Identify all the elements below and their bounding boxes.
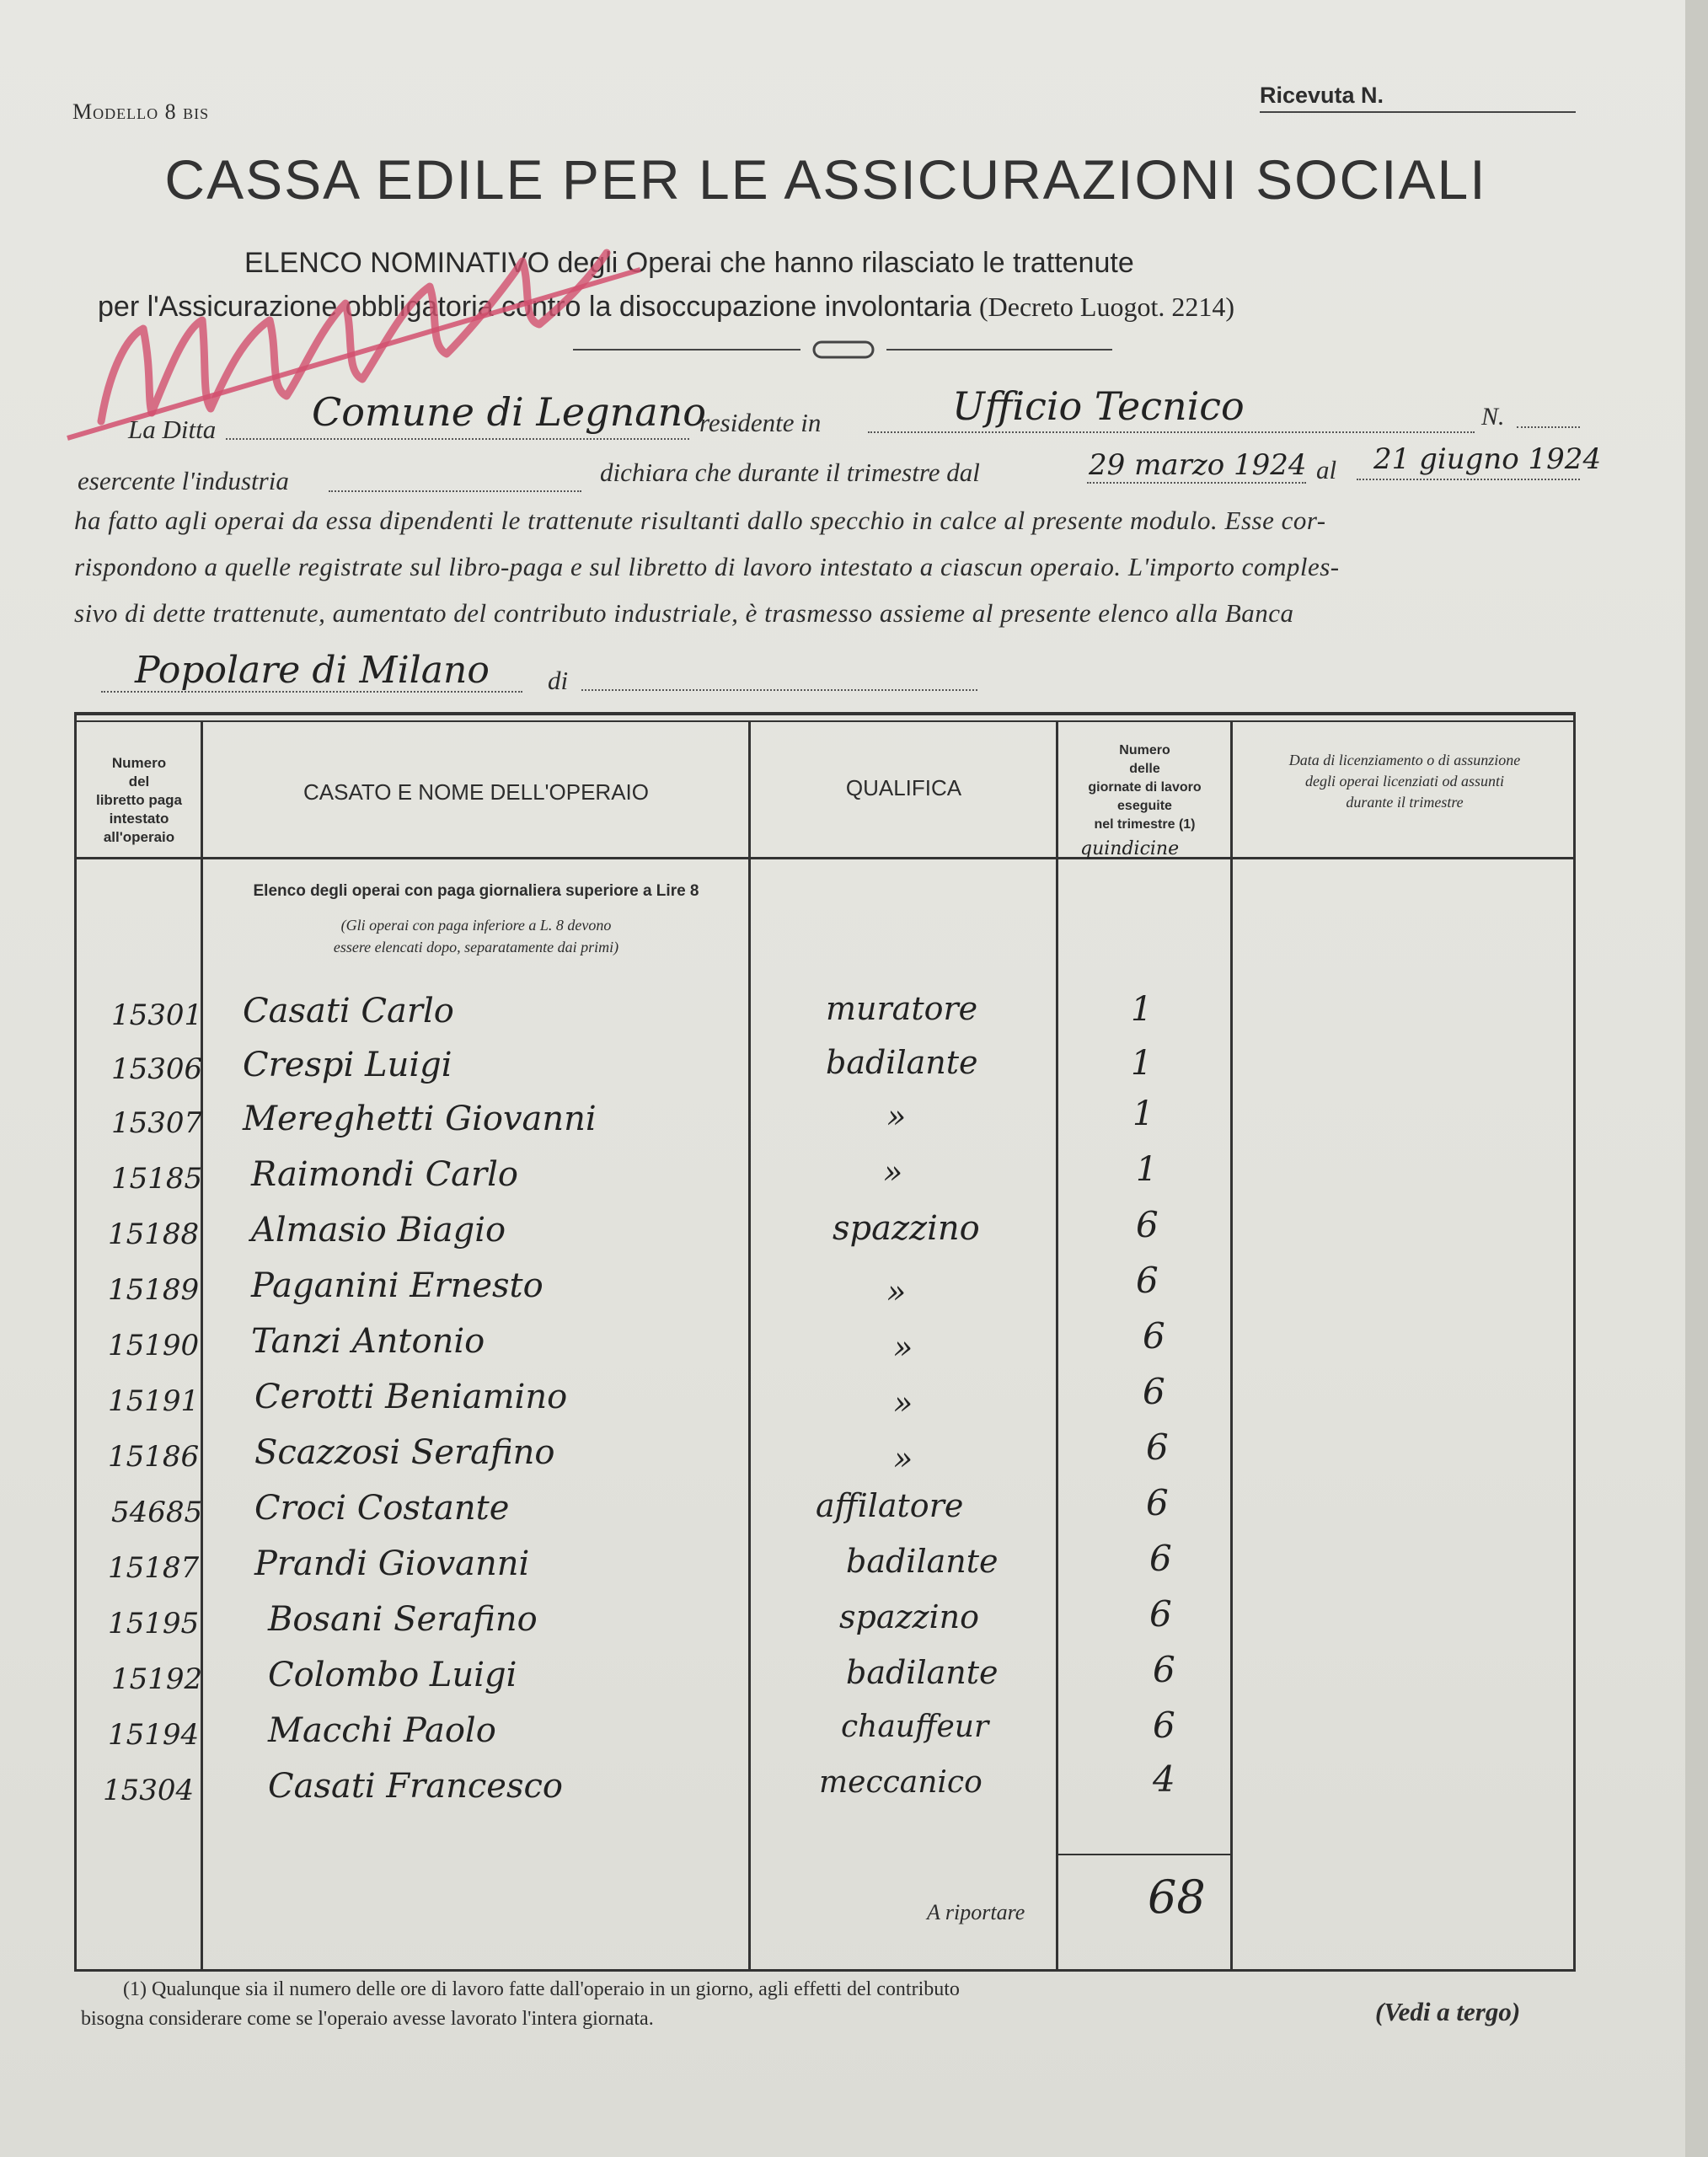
row-days: 6: [1136, 1260, 1159, 1301]
table-row: [78, 1044, 1230, 1098]
row-num: 15191: [108, 1384, 200, 1418]
subtitle-line1: ELENCO NOMINATIVO degli Operai che hanno rilasciato le trattenute: [244, 247, 1134, 279]
header-num-line: Numero: [111, 755, 167, 771]
row-days: 6: [1146, 1426, 1169, 1468]
header-num-line: del: [128, 773, 150, 789]
row-name: Colombo Luigi: [268, 1656, 517, 1694]
row-num: 15188: [108, 1218, 200, 1251]
row-days: 4: [1153, 1758, 1175, 1800]
section-title: Elenco degli operai con paga giornaliera superiore a Lire 8: [253, 882, 699, 900]
residente-field: [868, 430, 1475, 433]
header-num-line: all'operaio: [103, 829, 175, 845]
row-num: 54685: [111, 1496, 203, 1529]
table-row: [78, 1260, 1230, 1320]
row-days: 1: [1136, 1150, 1158, 1189]
table-row: [78, 1315, 1230, 1376]
row-qualifica: affilatore: [816, 1487, 964, 1524]
document-title: CASSA EDILE PER LE ASSICURAZIONI SOCIALI: [164, 148, 1487, 211]
row-num: 15189: [108, 1273, 200, 1307]
ditta-value: Comune di Legnano: [312, 389, 706, 435]
declaration-body-line1: ha fatto agli operai da essa dipendenti le trattenute risultanti dallo specchio in calce al presente modulo. Esse cor-: [74, 506, 1326, 535]
row-qualifica: meccanico: [819, 1765, 983, 1800]
row-num: 15192: [111, 1662, 203, 1696]
total-box-rule: [1056, 1854, 1233, 1855]
table-row: [78, 1204, 1230, 1265]
row-qualifica: »: [893, 1440, 913, 1477]
row-num: 15190: [108, 1329, 200, 1362]
n-label: N.: [1481, 403, 1505, 431]
header-days-line: delle: [1129, 762, 1160, 776]
row-days: 6: [1153, 1705, 1175, 1746]
table-row: [78, 1150, 1230, 1209]
header-date-line: Data di licenziamento o di assunzione: [1288, 752, 1521, 768]
table-row: [78, 1371, 1230, 1432]
carry-total: 68: [1148, 1871, 1206, 1924]
row-name: Almasio Biagio: [251, 1211, 506, 1250]
row-name: Bosani Serafino: [268, 1600, 538, 1639]
row-name: Cerotti Beniamino: [254, 1378, 568, 1416]
row-days: 1: [1131, 1044, 1153, 1083]
col-divider-4: [1230, 720, 1233, 1972]
row-num: 15304: [103, 1774, 195, 1807]
row-qualifica: »: [893, 1384, 913, 1421]
table-header-rule: [74, 857, 1576, 859]
row-name: Tanzi Antonio: [251, 1322, 485, 1361]
n-field: [1517, 425, 1580, 428]
row-qualifica: badilante: [826, 1044, 978, 1081]
ditta-label: La Ditta: [128, 415, 217, 444]
row-name: Casati Francesco: [268, 1767, 563, 1806]
row-days: 1: [1132, 1095, 1154, 1133]
row-num: 15301: [111, 998, 203, 1032]
row-days: 6: [1143, 1315, 1165, 1357]
row-qualifica: spazzino: [839, 1598, 980, 1635]
table-row: [78, 1482, 1230, 1543]
table-row: [78, 990, 1230, 1044]
row-qualifica: badilante: [846, 1543, 999, 1580]
row-days: 1: [1131, 990, 1153, 1029]
footnote-line1: (1) Qualunque sia il numero delle ore di lavoro fatte dall'operaio in un giorno, agli effetti del contributo: [123, 1978, 960, 2000]
header-days-line: giornate di lavoro: [1088, 780, 1202, 795]
table-row: [78, 1649, 1230, 1710]
row-name: Raimondi Carlo: [251, 1155, 519, 1194]
to-date-field: [1357, 477, 1580, 480]
row-num: 15187: [108, 1551, 200, 1585]
declaration-body-line2: rispondono a quelle registrate sul libro-paga e sul libretto di lavoro intestato a ciascun operaio. L'importo comples-: [74, 552, 1340, 581]
row-name: Mereghetti Giovanni: [243, 1100, 597, 1138]
header-date-line: degli operai licenziati od assunti: [1305, 773, 1504, 789]
section-note-line1: (Gli operai con paga inferiore a L. 8 devono: [340, 917, 612, 934]
dichiara-label: dichiara che durante il trimestre dal: [600, 458, 980, 487]
header-days-line: Numero: [1119, 743, 1170, 757]
row-qualifica: muratore: [826, 990, 978, 1027]
header-name: CASATO E NOME DELL'OPERAIO: [303, 779, 649, 805]
row-num: 15186: [108, 1440, 200, 1474]
residente-label: residente in: [699, 408, 822, 437]
table-row: [78, 1593, 1230, 1654]
decree-ref: (Decreto Luogot. 2214): [979, 292, 1235, 322]
section-note-line2: essere elencati dopo, separatamente dai primi): [333, 939, 619, 955]
row-qualifica: spazzino: [833, 1209, 980, 1248]
row-name: Casati Carlo: [243, 992, 454, 1030]
row-qualifica: »: [883, 1153, 903, 1191]
header-num-line: libretto paga: [95, 792, 182, 808]
vedi-a-tergo: (Vedi a tergo): [1375, 1997, 1521, 2026]
subtitle-line2-text: per l'Assicurazione obbligatoria contro la disoccupazione involontaria: [98, 291, 972, 323]
row-name: Prandi Giovanni: [254, 1544, 530, 1583]
bank-value: Popolare di Milano: [135, 649, 490, 692]
row-days: 6: [1143, 1371, 1165, 1412]
row-qualifica: »: [893, 1329, 913, 1366]
row-num: 15195: [108, 1607, 200, 1640]
row-days: 6: [1153, 1649, 1175, 1690]
table-rows: [78, 990, 1230, 1821]
table-row: [78, 1538, 1230, 1598]
table-row: [78, 1705, 1230, 1765]
row-num: 15194: [108, 1718, 200, 1752]
row-num: 15307: [111, 1106, 203, 1140]
footnote-line2: bisogna considerare come se l'operaio avesse lavorato l'intera giornata.: [81, 2008, 654, 2030]
row-name: Macchi Paolo: [268, 1711, 496, 1750]
header-days-line: nel trimestre (1): [1094, 817, 1196, 832]
residente-value: Ufficio Tecnico: [952, 383, 1245, 429]
row-name: Scazzosi Serafino: [254, 1433, 555, 1472]
row-days: 6: [1146, 1482, 1169, 1523]
header-num: [78, 754, 201, 847]
header-num-line: intestato: [109, 811, 169, 827]
table-row: [78, 1095, 1230, 1153]
to-date-value: 21 giugno 1924: [1373, 442, 1602, 476]
row-name: Paganini Ernesto: [251, 1266, 543, 1305]
row-qualifica: badilante: [846, 1654, 999, 1691]
row-days: 6: [1149, 1593, 1172, 1635]
row-days: 6: [1136, 1204, 1159, 1245]
row-qualifica: »: [886, 1098, 907, 1135]
header-date: [1234, 750, 1576, 813]
from-date-value: 29 marzo 1924: [1089, 448, 1307, 482]
table-row: [78, 1426, 1230, 1487]
declaration-body-line3: sivo di dette trattenute, aumentato del contributo industriale, è trasmesso assieme al presente elenco alla Banca: [74, 598, 1294, 628]
ditta-field: [226, 436, 689, 440]
model-label: Modello 8 bis: [72, 99, 210, 124]
row-name: Croci Costante: [254, 1489, 510, 1528]
table-top-inner-rule: [74, 720, 1576, 722]
al-label: al: [1316, 455, 1337, 484]
esercente-label: esercente l'industria: [78, 466, 289, 495]
row-num: 15185: [111, 1162, 203, 1196]
row-num: 15306: [111, 1052, 203, 1086]
receipt-field: [1260, 83, 1576, 113]
di-field: [581, 688, 977, 691]
row-days: 6: [1149, 1538, 1172, 1579]
header-qualifica: QUALIFICA: [845, 775, 962, 800]
header-days-line: eseguite: [1117, 799, 1172, 813]
table-row: [78, 1758, 1230, 1821]
header-date-line: durante il trimestre: [1346, 794, 1464, 811]
esercente-field: [329, 489, 581, 492]
row-name: Crespi Luigi: [243, 1046, 452, 1084]
page-edge: [1685, 0, 1708, 2157]
header-days: [1059, 741, 1230, 834]
carry-label: A riportare: [927, 1900, 1025, 1924]
receipt-label: Ricevuta N.: [1260, 83, 1384, 108]
row-qualifica: chauffeur: [841, 1710, 989, 1744]
di-label: di: [548, 666, 569, 695]
row-qualifica: »: [886, 1273, 907, 1310]
header-days-note: quindicine: [1080, 838, 1180, 859]
